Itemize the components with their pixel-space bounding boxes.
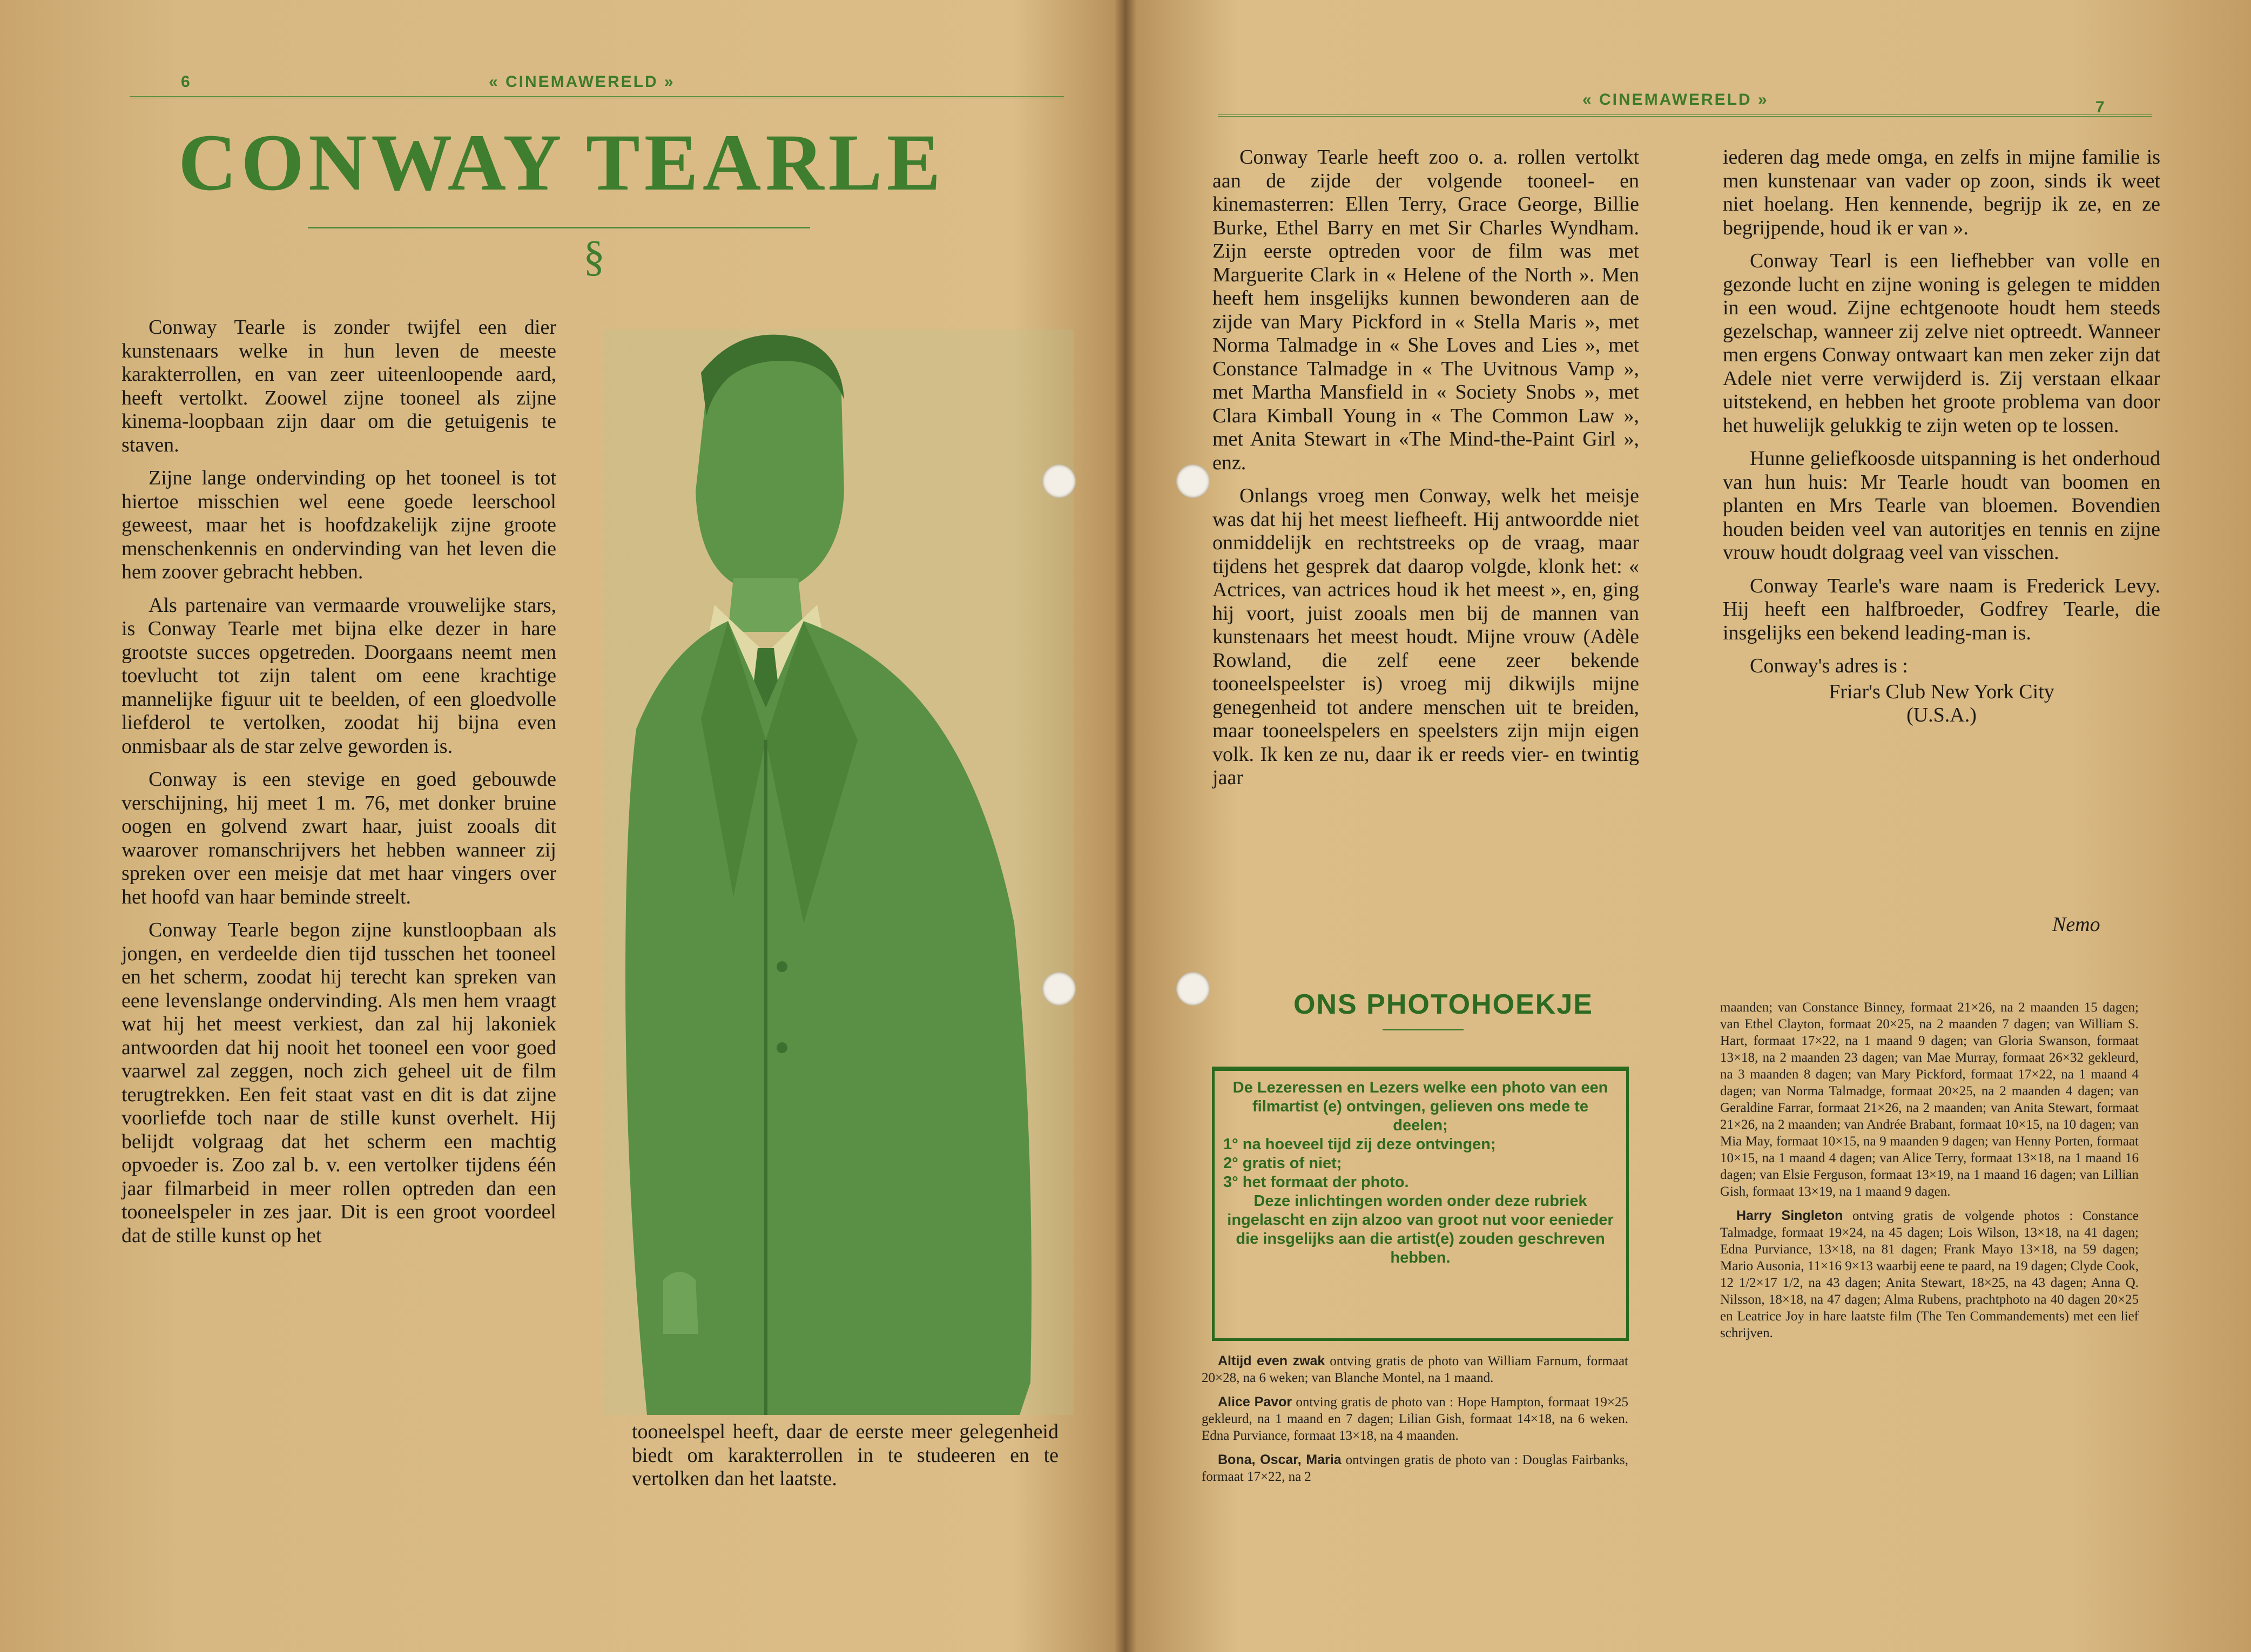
list-item — [1202, 1394, 1628, 1444]
paragraph: Hunne geliefkoosde uitspanning is het onderhoud van hun huis: Mr Tearle houdt van boomen en planten en Mrs Tearle van bloemen. Bovendien houden beiden veel van autoritjes en tennis en zijne vrouw houdt dolgraag veel van visschen. — [1723, 447, 2160, 564]
entry-name: Harry Singleton — [1736, 1208, 1843, 1223]
entry-text: ontving gratis de volgende photos : Constance Talmadge, formaat 19×24, na 45 dagen; Lois Wilson, 13×18, na 41 dagen; Edna Purviance, 13×18, na 81 dagen; Frank Mayo 13×18, na 59 dagen; Mario Ausonia, 11×16 9×13 waarbij eene te paard, na 19 dagen; Clyde Cook, 12 1/2×17 1/2, na 43 dagen; Anita Stewart, 18×25, na 43 dagen; Anna Q. Nilsson, 18×18, na 47 dagen; Alma Rubens, prachtphoto na 40 dagen 20×25 en Leatrice Joy in hare laatste film (The Ten Commandements) met een lief schrijven. — [1720, 1209, 2139, 1340]
list-item — [1202, 1353, 1628, 1386]
article-column-3 — [1212, 146, 1639, 800]
address-country: (U.S.A.) — [1906, 704, 1977, 726]
address-line: Friar's Club New York City — [1829, 680, 2054, 703]
section-title: ONS PHOTOHOEKJE — [1293, 989, 1593, 1020]
notice-text: De Lezeressen en Lezers welke een photo van een filmartist (e) ontvingen, gelieven ons mede te deelen; — [1232, 1079, 1608, 1134]
paragraph: iederen dag mede omga, en zelfs in mijne familie is men kunstenaar van vader op zoon, sinds ik weet niet hoelang. Hen kennende, begrijp ik ze, en ze begrijpende, houd ik er van ». — [1723, 146, 2160, 239]
running-header: « CINEMAWERELD » — [1582, 91, 1769, 109]
author-signature: Nemo — [2052, 913, 2100, 936]
paragraph: Onlangs vroeg men Conway, welk het meisje was dat hij het meest liefheeft. Hij antwoordde niet onmiddelijk en rechtstreeks op de vraag, maar tijdens het gesprek dat daarop volgde, klonk het: « Actrices, van actrices houd ik het meest », en, ging hij voort, juist zooals men bij de mannen van kunstenaars het meest houdt. Mijne vrouw (Adèle Rowland, die zelf eene zeer bekende tooneelspeelster is) vroeg mij dikwijls mijne genegenheid tot andere menschen uit te breiden, maar tooneelspelers en speelsters zijn mijn eigen volk. Ik ken ze nu, daar ik er reeds vier- en twintig jaar — [1212, 484, 1639, 789]
header-rule — [1218, 114, 2152, 117]
entry-name: Altijd even zwak — [1218, 1353, 1325, 1368]
entry-name: Bona, Oscar, Maria — [1218, 1452, 1342, 1467]
entry-name: Alice Pavor — [1218, 1394, 1292, 1410]
notice-item: 2° gratis of niet; — [1223, 1155, 1342, 1172]
paragraph: Conway Tearle's ware naam is Frederick Levy. Hij heeft een halfbroeder, Godfrey Tearle, die insgelijks een bekend leading-man is. — [1723, 574, 2160, 644]
notice-item: 1° na hoeveel tijd zij deze ontvingen; — [1223, 1136, 1496, 1153]
ornament-icon: § — [583, 233, 605, 280]
entry-text: ontving gratis de photo van : Hope Hampton, formaat 19×25 gekleurd, na 1 maand en 7 dagen; Lilian Gish, formaat 14×18, na 6 weken. Edna Purviance, formaat 13×18, na 4 maanden. — [1202, 1395, 1629, 1443]
article-title: CONWAY TEARLE — [178, 118, 945, 207]
entry-text: ontvingen gratis de photo van : Douglas Fairbanks, formaat 17×22, na 2 — [1202, 1453, 1628, 1484]
list-item — [1202, 1452, 1628, 1485]
section-rule — [1383, 1029, 1464, 1030]
article-column-1 — [122, 316, 556, 1257]
title-rule — [308, 227, 810, 228]
address-label: Conway's adres is : — [1750, 655, 1908, 677]
notice-box — [1212, 1067, 1629, 1341]
page-number: 6 — [181, 73, 190, 91]
notice-text: Deze inlichtingen worden onder deze rubriek ingelascht en zijn alzoo van groot nut voor eenieder die insgelijks aan die artist(e) zouden geschreven hebben. — [1227, 1192, 1614, 1266]
article-column-2 — [632, 1420, 1059, 1501]
hole-punch — [1042, 972, 1076, 1006]
paragraph: Conway Tearle is zonder twijfel een dier kunstenaars welke in hun leven de meeste karakterrollen, en van zeer uiteenloopende aard, heeft vertolkt. Zoowel zijne tooneel als zijne kinema-loopbaan zijn daar om die getuigenis te staven. — [122, 316, 556, 456]
paragraph: Als partenaire van vermaarde vrouwelijke stars, is Conway Tearle met bijna elke dezer in hare grootste succes opgetreden. Doorgaans neemt men toevlucht tot zijn talent om eene krachtige mannelijke figuur uit te beelden, of een gloedvolle liefderol te vertolken, zoodat hij bijna even onmisbaar als de star zelve geworden is. — [122, 594, 556, 758]
hole-punch — [1042, 464, 1076, 498]
notice-item: 3° het formaat der photo. — [1223, 1174, 1409, 1191]
article-column-4 — [1723, 146, 2160, 727]
header-rule — [130, 96, 1064, 98]
photo-entries-right — [1720, 999, 2139, 1349]
paragraph: Conway Tearl is een liefhebber van volle en gezonde lucht en zijne woning is gelegen te midden in een woud. Zijne echtgenoote houdt hem steeds gezelschap, wanneer zij zelve niet optreedt. Wanneer men ergens Conway ontwaart kan men zeker zijn dat Adele niet verre verwijderd is. Zij verstaan elkaar uitstekend, en hebben het groote problema van door het huwelijk gelukkig te zijn weten op te lossen. — [1723, 250, 2160, 437]
left-page — [0, 0, 1121, 1652]
paragraph: Conway is een stevige en goed gebouwde verschijning, hij meet 1 m. 76, met donker bruine oogen en golvend zwart haar, juist zooals dit waarover romanschrijvers het hebben wanneer zij spreken over een meisje dat met haar vingers over het hoofd van haar beminde streelt. — [122, 768, 556, 908]
paragraph: tooneelspel heeft, daar de eerste meer gelegenheid biedt om karakterrollen in te studeeren en te vertolken dan het laatste. — [632, 1420, 1059, 1490]
paragraph: Conway Tearle begon zijne kunstloopbaan als jongen, en verdeelde dien tijd tusschen het tooneel en het scherm, zoodat hij terecht kan spreken van eene levenslange ondervinding. Als men hem vraagt wat hij het meest verkiest, dan zal hij lakoniek antwoorden dat hij nooit het tooneel een voor goed vaarwel zal zeggen, noch zich geheel uit de film terugtrekken. Een feit staat vast en dit is dat zijne voorliefde toch naar de stille kunst overhelt. Hij belijdt volgraag dat het scherm een machtig opvoeder is. Zoo zal b. v. een vertolker tijdens één jaar filmarbeid in meer rollen optreden dan een tooneelspeler in zes jaar. Dit is een groot voordeel dat de stille kunst op het — [122, 919, 556, 1247]
list-item: maanden; van Constance Binney, formaat 21×26, na 2 maanden 15 dagen; van Ethel Clayton, formaat 20×25, na 2 maanden 7 dagen; van William S. Hart, formaat 17×22, na 1 maand 9 dagen; van Gloria Swanson, formaat 13×18, na 2 maanden 23 dagen; van Mae Murray, formaat 26×32 gekleurd, na 3 maanden 8 dagen; van Mary Pickford, formaat 17×22, na 1 maand 4 dagen; van Norma Talmadge, formaat 20×25, na 2 maanden 4 dagen; van Geraldine Farrar, formaat 21×26, na 2 maanden; van Anita Stewart, formaat 21×26, na 2 maanden; van Andrée Brabant, formaat 10×15, na 10 dagen; van Mia May, formaat 10×15, na 9 maanden 9 dagen; van Henny Porten, formaat 10×15, na 1 maand 4 dagen; van Alice Terry, formaat 13×18, na 1 maand 16 dagen; van Elsie Ferguson, formaat 13×19, na 1 maand 16 dagen; van Lillian Gish, formaat 13×19, na 1 maand 9 dagen. — [1720, 1000, 2139, 1199]
photo-entries-left — [1202, 1353, 1628, 1493]
portrait-photo — [604, 329, 1074, 1415]
page-number: 7 — [2095, 98, 2105, 116]
running-header: « CINEMAWERELD » — [489, 73, 675, 91]
entry-text: ontving gratis de photo van William Farnum, formaat 20×28, na 6 weken; van Blanche Montel, na 1 maand. — [1202, 1354, 1629, 1385]
paragraph: Conway Tearle heeft zoo o. a. rollen vertolkt aan de zijde der volgende tooneel- en kinemasterren: Ellen Terry, Grace George, Billie Burke, Ethel Barry en met Sir Charles Wyndham. Zijn eerste optreden voor de film was met Marguerite Clark in « Helene of the North ». Men heeft hem insgelijks kunnen bewonderen aan de zijde van Mary Pickford in « Stella Maris », met Norma Talmadge in « She Loves and Lies », met Constance Talmadge in « The Uvitnous Vamp », met Martha Mansfield in « Society Snobs », met Clara Kimball Young in « The Common Law », met Anita Stewart in «The Mind-the-Paint Girl », enz. — [1212, 146, 1639, 474]
list-item — [1720, 1208, 2139, 1341]
paragraph: Zijne lange ondervinding op het tooneel is tot hiertoe misschien wel eene goede leerschool geweest, maar het is hoofdzakelijk zijne groote menschenkennis en ondervinding van het leven die hem zoover gebracht hebben. — [122, 467, 556, 583]
